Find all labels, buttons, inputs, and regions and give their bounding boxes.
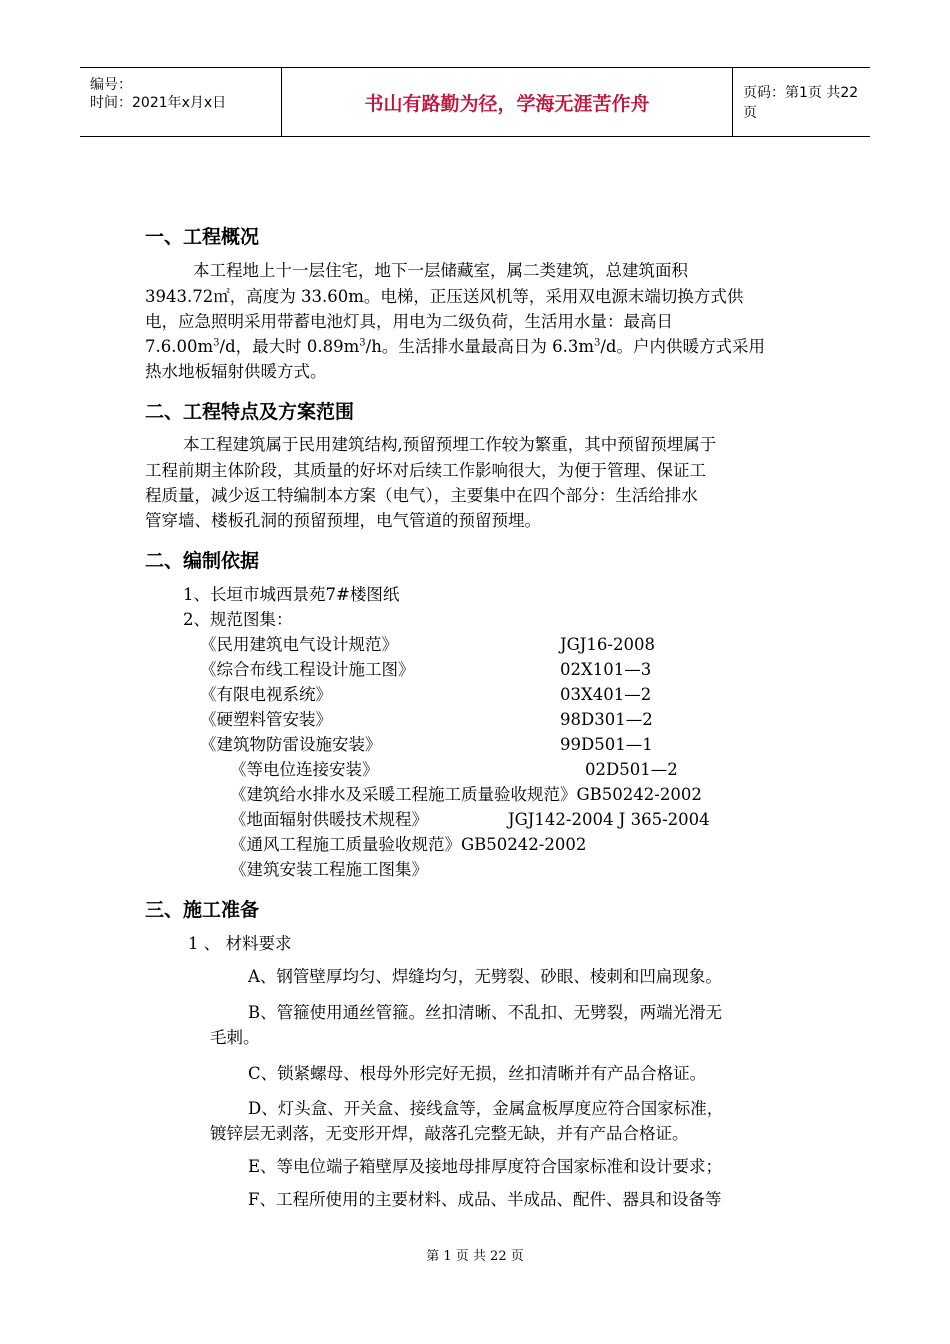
ref-code: JGJ16-2008 [560,635,655,654]
ref-name: 《建筑物防雷设施安装》 [200,735,382,754]
ref-code: 02X101—3 [560,660,652,679]
doc-number-label: 编号： [90,77,132,93]
paragraph-line: 本工程地上十一层住宅，地下一层储藏室，属二类建筑，总建筑面积 [193,261,688,280]
section-title-scope: 二、工程特点及方案范围 [145,401,355,423]
paragraph-line: 程质量，减少返工特编制本方案（电气），主要集中在四个部分：生活给排水 [145,486,698,505]
ref-name: 《民用建筑电气设计规范》 [200,635,398,654]
ref-code: JGJ142-2004 J 365-2004 [508,810,710,829]
list-item: C、锁紧螺母、根母外形完好无损，丝扣清晰并有产品合格证。 [248,1064,707,1083]
paragraph-line: 3943.72㎡，高度为 33.60m。电梯，正压送风机等，采用双电源末端切换方式供 [145,287,744,306]
header-motto: 书山有路勤为径，学海无涯苦作舟 [281,68,733,136]
header-page-info: 页码：第1页 共22页 [743,85,859,121]
ref-name: 《建筑给水排水及采暖工程施工质量验收规范》GB50242-2002 [230,785,702,804]
ref-code: 02D501—2 [585,760,678,779]
paragraph-line: 工程前期主体阶段，其质量的好坏对后续工作影响很大，为便于管理、保证工 [145,461,706,480]
header-meta [80,68,281,136]
section-title-basis: 二、编制依据 [145,550,260,572]
ref-name: 《综合布线工程设计施工图》 [200,660,415,679]
ref-name: 《通风工程施工质量验收规范》GB50242-2002 [230,835,587,854]
ref-name: 《建筑安装工程施工图集》 [230,860,428,879]
ref-name: 《等电位连接安装》 [230,760,379,779]
paragraph-line: 管穿墙、楼板孔洞的预留预埋，电气管道的预留预埋。 [145,511,541,530]
doc-time-label: 时间：2021年x月x日 [90,95,227,111]
list-item: B、管箍使用通丝管箍。丝扣清晰、不乱扣、无劈裂，两端光滑无 [248,1003,723,1022]
ref-code: 99D501—1 [560,735,653,754]
subsection-title: 1 、 材料要求 [188,934,292,953]
list-item: F、工程所使用的主要材料、成品、半成品、配件、器具和设备等 [248,1190,722,1209]
paragraph-line: 电，应急照明采用带蓄电池灯具，用电为二级负荷，生活用水量：最高日 [145,312,673,331]
ref-code: 98D301—2 [560,710,653,729]
ref-name: 《有限电视系统》 [200,685,332,704]
ref-name: 《地面辐射供暖技术规程》 [230,810,428,829]
paragraph-line: $7.6.00m^3/d$，最大时 $0.89m^3/h$。生活排水量最高日为 $6.3m^3/d$。户内供暖方式采用 [145,337,765,356]
list-item: 毛刺。 [210,1028,260,1047]
page-header [80,67,870,137]
list-item: 1、长垣市城西景苑7#楼图纸 [183,585,400,604]
section-title-preparation: 三、施工准备 [145,899,260,921]
section-title-overview: 一、工程概况 [145,226,260,248]
list-item: 2、规范图集： [183,610,293,629]
list-item: E、等电位端子箱壁厚及接地母排厚度符合国家标准和设计要求； [248,1157,723,1176]
paragraph-line: 热水地板辐射供暖方式。 [145,362,327,381]
list-item: 镀锌层无剥落，无变形开焊，敲落孔完整无缺，并有产品合格证。 [210,1124,689,1143]
paragraph-line: 本工程建筑属于民用建筑结构,预留预埋工作较为繁重，其中预留预埋属于 [183,435,717,454]
list-item: D、灯头盒、开关盒、接线盒等，金属盒板厚度应符合国家标准， [248,1099,724,1118]
page-footer: 第 1 页 共 22 页 [426,1249,524,1264]
ref-code: 03X401—2 [560,685,652,704]
ref-name: 《硬塑料管安装》 [200,710,332,729]
list-item: A、钢管壁厚均匀、焊缝均匀，无劈裂、砂眼、棱刺和凹扁现象。 [248,967,722,986]
